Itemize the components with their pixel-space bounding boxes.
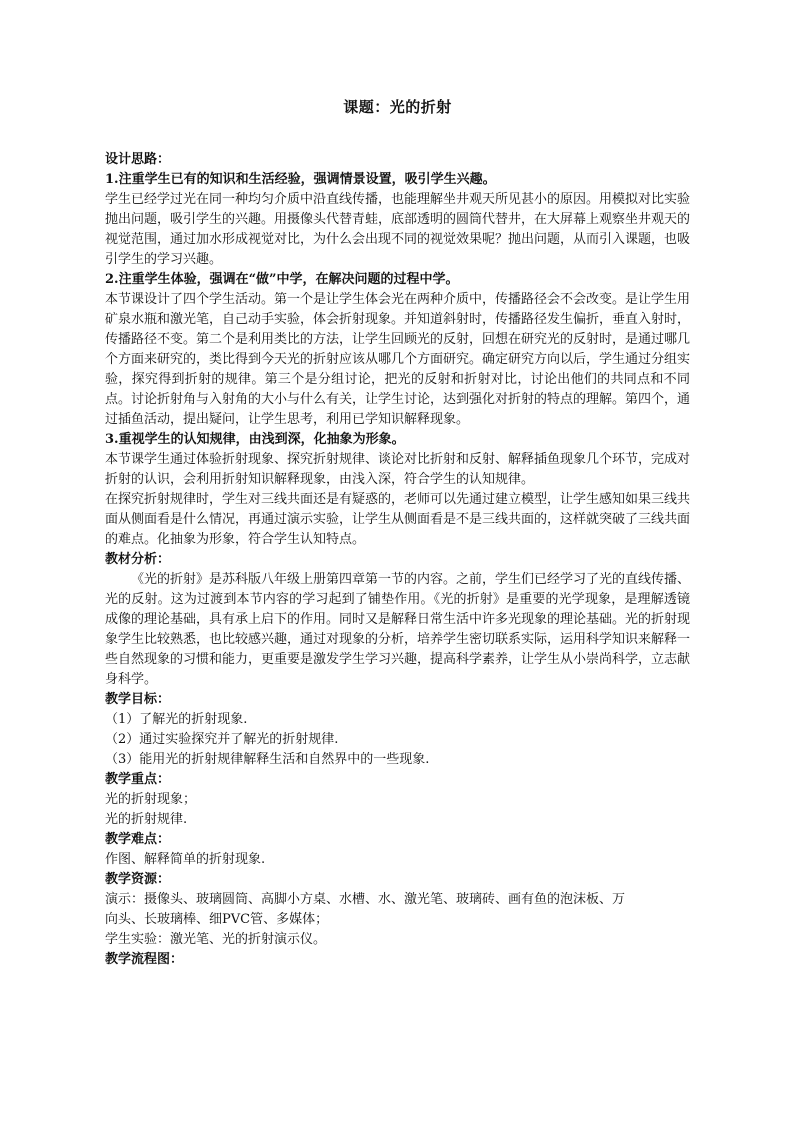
resource-demo-line-1: 演示：摄像头、玻璃圆筒、高脚小方桌、水槽、水、激光笔、玻璃砖、画有鱼的泡沫板、万	[105, 892, 626, 907]
difficulty-item: 作图、解释简单的折射现象.	[105, 852, 266, 867]
objective-item: （2）通过实验探究并了解光的折射规律.	[105, 732, 339, 747]
design-point-2-text: 本节课设计了四个学生活动。第一个是让学生体会光在两种介质中，传播路径会不会改变。是让学生用矿泉水瓶和激光笔，自己动手实验，体会折射现象。并知道斜射时，传播路径发生偏折，垂直入射时，传播路径不变。第二个是利用类比的方法，让学生回顾光的反射，回想在研究光的反射时，是通过哪几个方面来研究的，类比得到今天光的折射应该从哪几个方面研究。确定研究方向以后，学生通过分组实验，探究得到折射的规律。第三个是分组讨论，把光的反射和折射对比，讨论出他们的共同点和不同点。讨论折射角与入射角的大小与什么有关，让学生讨论，达到强化对折射的特点的理解。第四个，通过插鱼活动，提出疑问，让学生思考，利用已学知识解释现象。	[105, 292, 691, 427]
key-point-item: 光的折射现象；	[105, 792, 197, 807]
section-heading-difficulties: 教学难点：	[105, 832, 171, 847]
design-point-1-heading: 1.注重学生已有的知识和生活经验，强调情景设置，吸引学生兴趣。	[105, 172, 496, 187]
section-heading-flow: 教学流程图：	[105, 952, 184, 967]
resource-student-line: 学生实验：激光笔、光的折射演示仪。	[105, 932, 327, 947]
section-heading-material: 教材分析：	[105, 552, 171, 567]
key-point-item: 光的折射规律.	[105, 812, 188, 827]
design-point-3-heading: 3.重视学生的认知规律，由浅到深，化抽象为形象。	[105, 432, 405, 447]
resource-demo-line-2: 向头、长玻璃棒、细PVC管、多媒体；	[105, 912, 329, 927]
objective-item: （1）了解光的折射现象.	[105, 712, 248, 727]
section-heading-resources: 教学资源：	[105, 872, 171, 887]
material-analysis-text: 《光的折射》是苏科版八年级上册第四章第一节的内容。之前，学生们已经学习了光的直线传播、光的反射。这为过渡到本节内容的学习起到了铺垫作用。《光的折射》是重要的光学现象，是理解透镜成像的理论基础，具有承上启下的作用。同时又是解释日常生活中许多光现象的理论基础。光的折射现象学生比较熟悉，也比较感兴趣，通过对现象的分析，培养学生密切联系实际，运用科学知识来解释一些自然现象的习惯和能力，更重要是激发学生学习兴趣，提高科学素养，让学生从小崇尚科学，立志献身科学。	[105, 572, 691, 687]
design-point-1-text: 学生已经学过光在同一种均匀介质中沿直线传播，也能理解坐井观天所见甚小的原因。用模拟对比实验抛出问题，吸引学生的兴趣。用摄像头代替青蛙，底部透明的圆筒代替井，在大屏幕上观察坐井观天的视觉范围，通过加水形成视觉对比，为什么会出现不同的视觉效果呢？抛出问题，从而引入课题，也吸引学生的学习兴趣。	[105, 192, 691, 267]
section-heading-design: 设计思路：	[105, 152, 171, 167]
document-body	[105, 150, 690, 970]
section-heading-key-points: 教学重点：	[105, 772, 171, 787]
design-point-3-text-1: 本节课学生通过体验折射现象、探究折射规律、谈论对比折射和反射、解释插鱼现象几个环节，完成对折射的认识，会利用折射知识解释现象，由浅入深，符合学生的认知规律。	[105, 452, 691, 487]
design-point-2-heading: 2.注重学生体验，强调在“做”中学，在解决问题的过程中学。	[105, 272, 459, 287]
section-heading-objectives: 教学目标：	[105, 692, 171, 707]
page-title: 课题：光的折射	[343, 98, 452, 116]
design-point-3-text-2: 在探究折射规律时，学生对三线共面还是有疑惑的，老师可以先通过建立模型，让学生感知如果三线共面从侧面看是什么情况，再通过演示实验，让学生从侧面看是不是三线共面的，这样就突破了三线共面的难点。化抽象为形象，符合学生认知特点。	[105, 492, 691, 547]
objective-item: （3）能用光的折射规律解释生活和自然界中的一些现象.	[105, 752, 430, 767]
